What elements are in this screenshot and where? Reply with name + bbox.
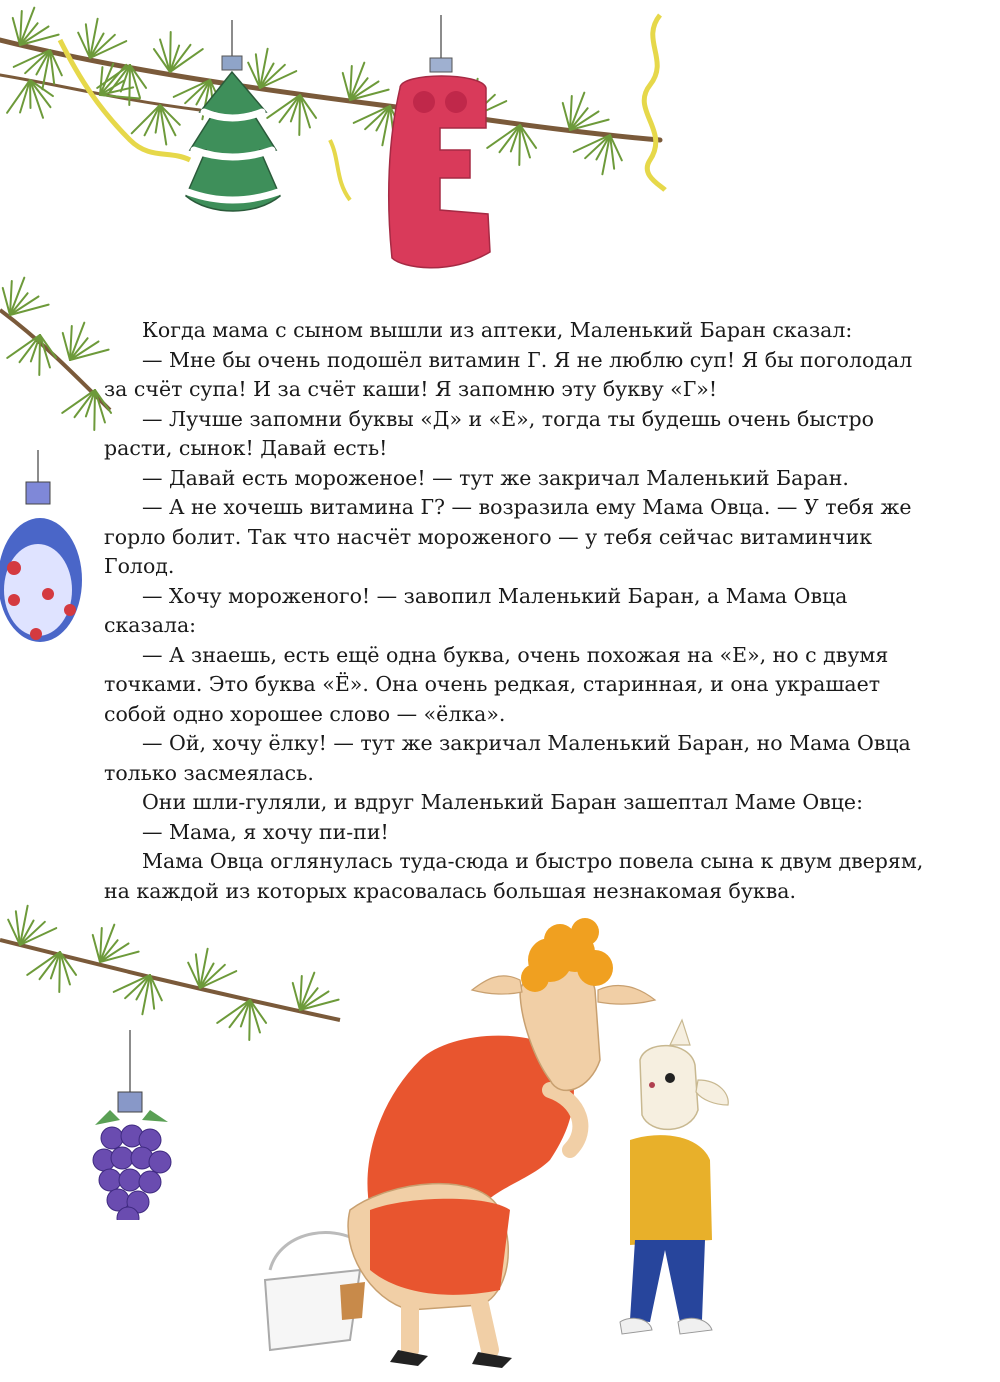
lamb-icon: [620, 1020, 728, 1334]
story-paragraph: Когда мама с сыном вышли из аптеки, Маленький Баран сказал:: [142, 318, 853, 342]
letter-yo-ornament-icon: [389, 15, 490, 268]
story-paragraph: — Ой, хочу ёлку! — тут же закричал Маленький Баран, но Мама Овца только засмеялась.: [104, 731, 911, 785]
story-paragraph: — Лучше запомни буквы «Д» и «Е», тогда ты будешь очень быстро расти, сынок! Давай есть!: [104, 406, 874, 460]
top-branch-illustration: [0, 0, 1000, 300]
tree-ornament-icon: [186, 20, 280, 211]
sheep-family-illustration: [250, 910, 770, 1375]
story-text: [104, 316, 934, 906]
story-paragraph: — А не хочешь витамина Г? — возразила ему Мама Овца. — У тебя же горло болит. Так что насчёт мороженого — у тебя сейчас витаминчик Голод.: [104, 495, 912, 578]
story-paragraph: — Давай есть мороженое! — тут же закричал Маленький Баран.: [142, 465, 849, 490]
story-paragraph: — Мама, я хочу пи-пи!: [142, 819, 389, 844]
story-paragraph: — Мне бы очень подошёл витамин Г. Я не люблю суп! Я бы поголодал за счёт супа! И за счёт каши! Я запомню эту букву «Г»!: [104, 347, 913, 401]
hedgehog-ornament-icon: [0, 450, 82, 642]
story-paragraph: Они шли-гуляли, и вдруг Маленький Баран зашептал Маме Овце:: [142, 790, 863, 814]
story-paragraph: Мама Овца оглянулась туда-сюда и быстро повела сына к двум дверям, на каждой из которых красовалась большая незнакомая буква.: [104, 849, 924, 903]
story-paragraph: — Хочу мороженого! — завопил Маленький Баран, а Мама Овца сказала:: [104, 583, 848, 637]
berry-ornament-icon: [93, 1030, 171, 1220]
story-paragraph: — А знаешь, есть ещё одна буква, очень похожая на «Е», но с двумя точками. Это буква «Ё». Она очень редкая, старинная, и она украшает собой одно хорошее слово — «ёлка».: [104, 642, 889, 726]
